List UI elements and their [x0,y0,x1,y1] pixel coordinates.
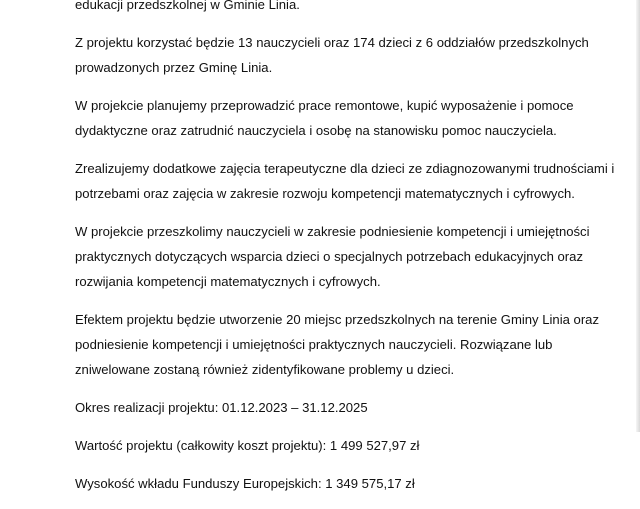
text-line: potrzebami oraz zajęcia w zakresie rozwoju kompetencji matematycznych i cyfrowych. [75,186,575,201]
text-line: W projekcie przeszkolimy nauczycieli w zakresie podniesienie kompetencji i umiejętności [75,224,590,239]
paragraph-project-value [75,433,575,458]
text-line: edukacji przedszkolnej w Gminie Linia. [75,0,300,12]
text-line: W projekcie planujemy przeprowadzić prace remontowe, kupić wyposażenie i pomoce [75,98,574,113]
paragraph-intro-end [75,0,575,17]
paragraph-extra-classes [75,156,615,206]
text-line: Efektem projektu będzie utworzenie 20 miejsc przedszkolnych na terenie Gminy Linia oraz [75,312,600,327]
text-line: praktycznych dotyczących wsparcia dzieci o specjalnych potrzebach edukacyjnych oraz [75,249,583,264]
text-line: zniwelowane zostaną również zidentyfikowane problemy u dzieci. [75,362,455,377]
text-line: rozwijania kompetencji matematycznych i cyfrowych. [75,274,381,289]
paragraph-participants [75,30,589,80]
text-line: Zrealizujemy dodatkowe zajęcia terapeutyczne dla dzieci ze zdiagnozowanymi trudnościami i [75,161,615,176]
text-line: dydaktyczne oraz zatrudnić nauczyciela i osobę na stanowisku pomoc nauczyciela. [75,123,557,138]
text-line: Wartość projektu (całkowity koszt projektu): 1 499 527,97 zł [75,438,420,453]
text-line: podniesienie kompetencji i umiejętności praktycznych nauczycieli. Rozwiązane lub [75,337,553,352]
paragraph-eu-funding [75,471,575,496]
page-edge-shadow [636,0,640,432]
paragraph-project-effects [75,307,600,382]
text-line: prowadzonych przez Gminę Linia. [75,60,273,75]
text-line: Z projektu korzystać będzie 13 nauczycieli oraz 174 dzieci z 6 oddziałów przedszkolnych [75,35,589,50]
paragraph-implementation-period [75,395,575,420]
document-body [75,0,615,509]
paragraph-planned-works [75,93,575,143]
text-line: Okres realizacji projektu: 01.12.2023 – 31.12.2025 [75,400,368,415]
text-line: Wysokość wkładu Funduszy Europejskich: 1 349 575,17 zł [75,476,415,491]
paragraph-teacher-training [75,219,590,294]
